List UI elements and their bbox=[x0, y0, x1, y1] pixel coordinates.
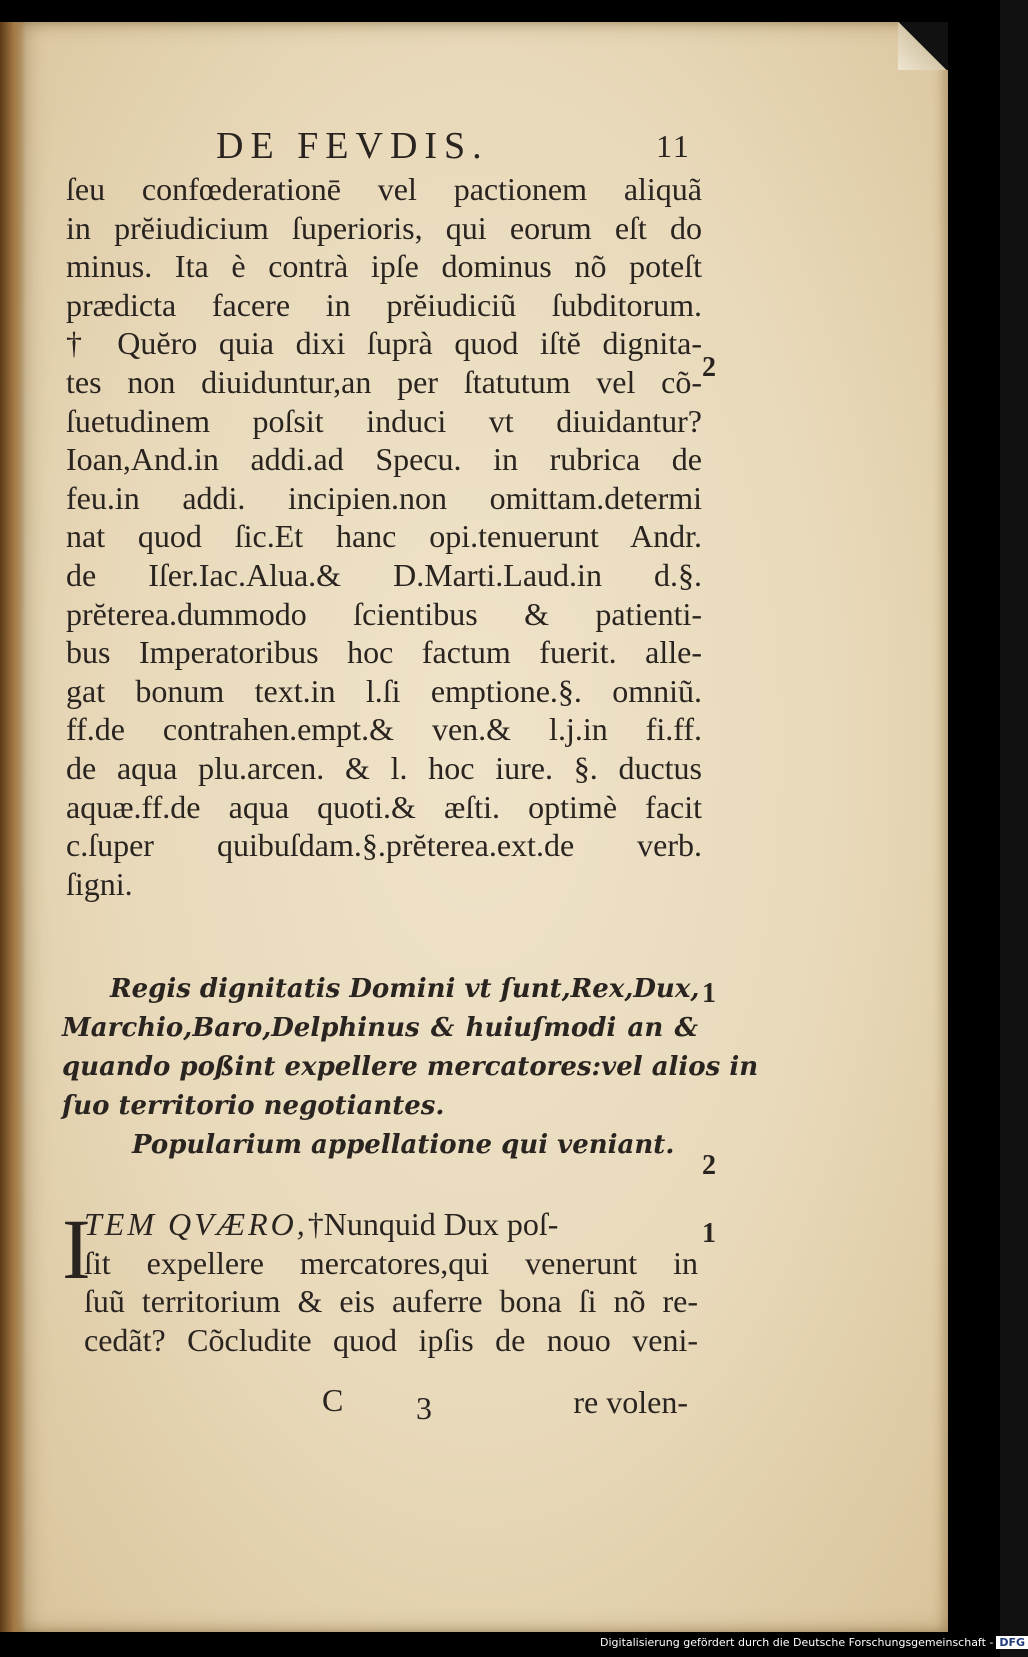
folded-corner bbox=[898, 22, 948, 70]
summary-line: Popularium appellatione qui veniant. bbox=[132, 1130, 675, 1160]
text-line: Ioan,And.in addi.ad Specu. in rubrica de bbox=[66, 441, 702, 478]
text-line: tes non diuiduntur,an per ſtatutum vel cõ- bbox=[66, 363, 702, 400]
signature-letter: C bbox=[322, 1382, 344, 1418]
text-line: ſigni. bbox=[66, 865, 133, 902]
running-header bbox=[216, 124, 696, 174]
summary-block bbox=[62, 970, 759, 1165]
signature-line bbox=[318, 1382, 688, 1426]
text-line bbox=[62, 1205, 698, 1244]
summary-margin-number: 1 bbox=[702, 978, 716, 1009]
text-line: bus Imperatoribus hoc factum fuerit. alle- bbox=[66, 634, 702, 671]
page-binding-edge bbox=[0, 22, 26, 1632]
summary-line: Marchio,Baro,Delphinus & huiuſmodi an & bbox=[62, 1013, 698, 1043]
text-line: de Iſer.Iac.Alua.& D.Marti.Laud.in d.§. bbox=[66, 556, 702, 593]
text-line: ſuũ territorium & eis auferre bona ſi nõ re- bbox=[84, 1283, 698, 1320]
text-line: ſit expellere mercatores,qui venerunt in bbox=[84, 1244, 698, 1281]
footer-text: Digitalisierung gefördert durch die Deutsche Forschungsgemeinschaft - bbox=[600, 1636, 994, 1649]
text-line: gat bonum text.in l.ſi emptione.§. omniũ. bbox=[66, 672, 702, 709]
text-line: ff.de contrahen.empt.& ven.& l.j.in fi.ff. bbox=[66, 711, 702, 748]
question-paragraph bbox=[62, 1201, 698, 1359]
text-line: cedãt? Cõcludite quod ipſis de nouo veni- bbox=[84, 1321, 698, 1358]
text-line: de aqua plu.arcen. & l. hoc iure. §. ductus bbox=[66, 749, 702, 786]
text-line: minus. Ita è contrà ipſe dominus nõ poteſt bbox=[66, 248, 702, 285]
margin-number: 2 bbox=[702, 352, 716, 383]
item-margin-number: 1 bbox=[702, 1218, 716, 1249]
text-fragment: †Nunquid Dux poſ- bbox=[307, 1206, 559, 1242]
running-title: DE FEVDIS. bbox=[216, 125, 489, 167]
summary-line: ſuo territorio negotiantes. bbox=[62, 1091, 445, 1121]
summary-line: Regis dignitatis Domini vt ſunt,Rex,Dux, bbox=[110, 974, 700, 1004]
digitization-footer bbox=[600, 1636, 1026, 1656]
main-text-block bbox=[66, 170, 702, 903]
summary-line: quando poßint expellere mercatores:vel alios in bbox=[62, 1052, 759, 1082]
text-line: † Quĕro quia dixi ſuprà quod iſtĕ dignita- bbox=[66, 325, 702, 362]
text-line: prĕterea.dummodo ſcientibus & patienti- bbox=[66, 595, 702, 632]
text-line: ſeu confœderationē vel pactionem aliquã bbox=[66, 171, 702, 207]
text-line: feu.in addi. incipien.non omittam.determi bbox=[66, 479, 702, 516]
text-line: ſuetudinem poſsit induci vt diuidantur? bbox=[66, 402, 702, 439]
text-line: nat quod ſic.Et hanc opi.tenuerunt Andr. bbox=[66, 518, 702, 555]
drop-capital: I bbox=[62, 1201, 91, 1297]
page-number: 11 bbox=[656, 128, 691, 164]
text-line: c.ſuper quibuſdam.§.prĕterea.ext.de verb. bbox=[66, 827, 702, 864]
catchword: re volen- bbox=[573, 1384, 688, 1420]
summary-margin-number: 2 bbox=[702, 1150, 716, 1181]
caps-phrase: TEM QVÆRO, bbox=[84, 1206, 308, 1242]
text-line: in prĕiudicium ſuperioris, qui eorum eſt do bbox=[66, 209, 702, 246]
signature-number: 3 bbox=[416, 1390, 432, 1426]
dfg-logo: DFG bbox=[996, 1636, 1028, 1649]
text-line: aquæ.ff.de aqua quoti.& æſti. optimè facit bbox=[66, 788, 702, 825]
text-line: prædicta facere in prĕiudiciũ ſubditorum. bbox=[66, 286, 702, 323]
